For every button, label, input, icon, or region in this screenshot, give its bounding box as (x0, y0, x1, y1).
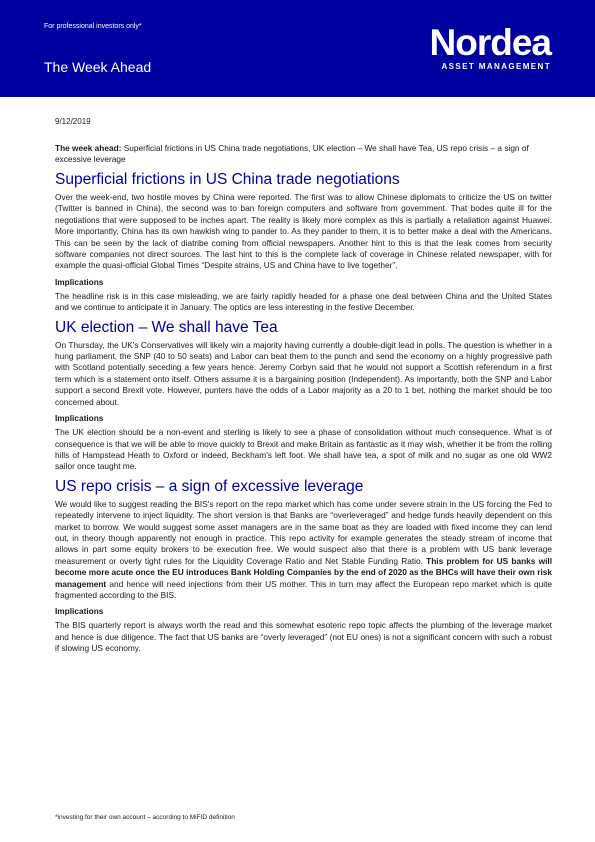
section-body-repo (55, 499, 552, 602)
section-implications-uk-election: The UK election should be a non-event and sterling is likely to see a phase of consolidation without much consequence. What is of consequence is that we will be able to move quickly to Brexit and make Britain as fantastic as it may wish, whether it be from the rolling hills of Hampstead Heath to Oxford or indeed, Beckham's left foot. We shall have tea, a spot of milk and no sugar as one old WW2 sailor once taught me. (55, 427, 552, 472)
section-heading-uk-election: UK election – We shall have Tea (55, 318, 278, 336)
implications-heading: Implications (55, 276, 104, 287)
repo-body-bold: This problem for US banks will become more acute once the EU introduces Bank Holding Companies by the end of 2020 as the BHCs will have their own risk management (55, 555, 552, 589)
publication-date: 9/12/2019 (55, 117, 91, 126)
article-content (55, 117, 552, 659)
summary-text: Superficial frictions in US China trade negotiations, UK election – We shall have Tea, US repo crisis – a sign of excessive leverage (55, 143, 529, 164)
section-body-trade: Over the week-end, two hostile moves by China were reported. The first was to allow Chinese diplomats to criticize the US on twitter (Twitter is banned in China), the second was to ban foreign computers and software from government. That bodes quite ill for the negotiations that were supposed to be inches apart. The reality is likely more complex as this is partially a retaliation against Huawei. More importantly, China has its own hawkish wing to pander to. As they pander to them, it is to better make a deal with the Americans. This can be seen by the lack of diatribe coming from official newspapers. Another hint to this is that the leak comes from security software companies not direct sources. The last hint to this is the complete lack of coverage in Chinese related newspaper, with for example the quasi-official Global Times “Despite strains, US and China have to live together”. (55, 192, 552, 271)
section-implications-trade: The headline risk is in this case misleading, we are fairly rapidly headed for a phase one deal between China and the United States and we continue to anticipate it in January. The optics are less interesting in the festive December. (55, 290, 552, 313)
summary-label: The week ahead: (55, 143, 122, 153)
section-body-uk-election: On Thursday, the UK's Conservatives will likely win a majority having currently a double-digit lead in polls. The question is whether in a hung parliament, the SNP (40 to 50 seats) and Labor can beat them to the punch and send the economy on a highly progressive path with Scotland potentially seceding a few years hence. Jeremy Corbyn said that he would not support a Scottish referendum in a first term which is a statement onto itself. Others assume it is a bargaining position (Independent). As importantly, both the SNP and Labor support a second Brexit vote. However, punters have the odds of a Labor majority as a 20 to 1 bet, nothing the market should be too concerned about. (55, 339, 552, 407)
header-banner (0, 0, 595, 97)
implications-heading: Implications (55, 413, 104, 424)
section-heading-repo: US repo crisis – a sign of excessive leverage (55, 477, 364, 495)
section-implications-repo: The BIS quarterly report is always worth the read and this somewhat esoteric repo topic affects the plumbing of the leverage market and hence is due diligence. The fact that US banks are “overly leveraged” (not EU ones) is not a significant concern with such a robust if slowing US economy. (55, 620, 552, 654)
implications-heading: Implications (55, 606, 104, 617)
repo-body-start: We would like to suggest reading the BIS's report on the repo market which has come under severe strain in the US forcing the Fed to repeatedly intervene to inject liquidity. The short version is that Banks are “overleveraged” and hedge funds heavily dependent on this market to borrow. We would suggest some asset managers are in the same boat as they are loaded with fixed income they can lend out, in theory though apparently not enough in practice. This repo activity for example generates the steady stream of income that allows in part some equity brokers to be execution free. We would suspect also that there is a problem with US bank leverage measurement or overly tight rules for the Liquidity Coverage Ratio and Net Stable Funding Ratio. (55, 498, 552, 566)
logo-wordmark: Nordea (429, 22, 551, 63)
nordea-logo (429, 22, 551, 71)
repo-body-end: and hence will need injections from their US mother. This in turn may affect the European repo market which is quite fragmented according to the BIS. (55, 578, 552, 600)
section-heading-trade: Superficial frictions in US China trade negotiations (55, 171, 400, 188)
footnote: *investing for their own account – according to MiFID definition (55, 814, 235, 821)
report-title: The Week Ahead (44, 59, 152, 75)
disclaimer: For professional investors only* (44, 23, 142, 30)
logo-subtitle: ASSET MANAGEMENT (441, 62, 551, 71)
week-ahead-summary (55, 143, 552, 165)
